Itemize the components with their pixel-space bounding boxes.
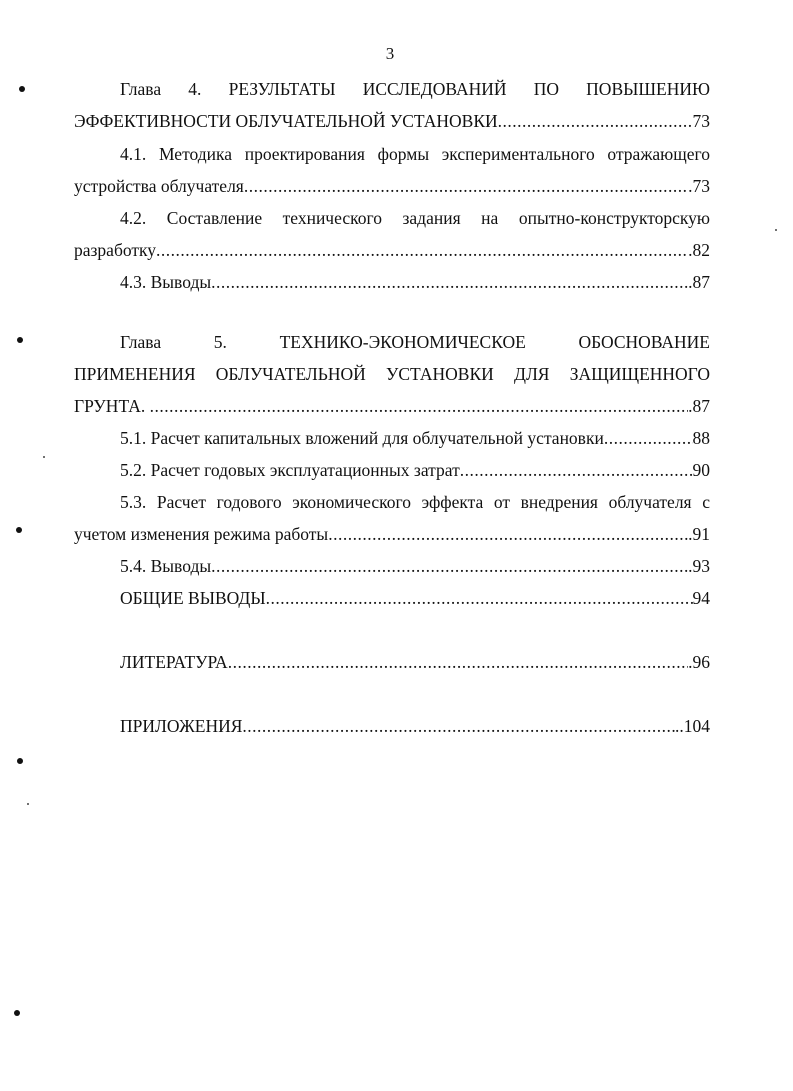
dot-leader [460,459,693,481]
toc-section-5-1 [120,427,710,449]
toc-section-5-2 [120,459,710,481]
chapter-5-heading-end [74,395,710,417]
toc-entry-text: разработку [74,240,157,260]
dot-leader [498,110,693,132]
toc-page-number: .82 [688,240,710,260]
toc-section-5-3: 5.3. Расчет годового экономического эффекта от внедрения облучателя с [120,492,710,512]
toc-section-4-2: 4.2. Составление технического задания на опытно-конструкторскую [120,208,710,228]
toc-section-5-3-cont [74,523,710,545]
scan-speck [43,456,45,458]
binding-hole-mark [16,527,22,533]
dot-leader [150,395,688,417]
binding-hole-mark [19,86,25,92]
toc-page-number: .91 [688,524,710,544]
toc-entry-text: ЭФФЕКТИВНОСТИ ОБЛУЧАТЕЛЬНОЙ УСТАНОВКИ [74,111,498,131]
dot-leader [604,427,693,449]
chapter-4-heading: Глава 4. РЕЗУЛЬТАТЫ ИССЛЕДОВАНИЙ ПО ПОВЫШЕНИЮ [120,79,710,99]
toc-section-4-1-cont [74,175,710,197]
toc-section-4-2-cont [74,239,710,261]
toc-section-4-3 [120,271,710,293]
toc-page-number: 90 [692,460,710,480]
toc-page-number: 94 [692,588,710,608]
toc-page-number: 73 [692,111,710,131]
dot-leader [211,555,688,577]
scan-speck [775,229,777,231]
toc-page-number: .96 [688,652,710,672]
scan-speck [27,803,29,805]
toc-entry-text: ГРУНТА. [74,396,150,416]
chapter-5-heading-cont: ПРИМЕНЕНИЯ ОБЛУЧАТЕЛЬНОЙ УСТАНОВКИ ДЛЯ ЗАЩИЩЕННОГО [74,364,710,384]
dot-leader [211,271,688,293]
toc-section-5-4 [120,555,710,577]
toc-appendices [120,715,710,737]
dot-leader [242,715,675,737]
toc-entry-text: 4.3. Выводы [120,272,212,292]
toc-entry-text: ПРИЛОЖЕНИЯ [120,716,243,736]
toc-entry-text: учетом изменения режима работы [74,524,329,544]
binding-hole-mark [17,337,23,343]
dot-leader [156,239,688,261]
toc-page-number: .73 [688,176,710,196]
toc-entry-text: 5.2. Расчет годовых эксплуатационных затрат [120,460,460,480]
toc-page-number: .87 [688,272,710,292]
binding-hole-mark [14,1010,20,1016]
dot-leader [244,175,688,197]
page-number: 3 [385,44,395,63]
toc-entry-text: 5.1. Расчет капитальных вложений для облучательной установки [120,428,604,448]
chapter-5-heading: Глава 5. ТЕХНИКО-ЭКОНОМИЧЕСКОЕ ОБОСНОВАНИЕ [120,332,710,352]
toc-entry-text: ЛИТЕРАТУРА [120,652,228,672]
toc-page-number: 88 [692,428,710,448]
toc-entry-text: 5.4. Выводы [120,556,212,576]
dot-leader [228,651,688,673]
dot-leader [328,523,688,545]
toc-general-conclusions [120,587,710,609]
dot-leader [266,587,693,609]
toc-page-number: .87 [688,396,710,416]
toc-page-number: .93 [688,556,710,576]
toc-section-4-1: 4.1. Методика проектирования формы экспериментального отражающего [120,144,710,164]
toc-literature [120,651,710,673]
toc-entry-text: устройства облучателя [74,176,244,196]
toc-page-number: ..104 [675,716,710,736]
chapter-4-heading-cont [74,110,710,132]
toc-entry-text: ОБЩИЕ ВЫВОДЫ [120,588,266,608]
binding-hole-mark [17,758,23,764]
